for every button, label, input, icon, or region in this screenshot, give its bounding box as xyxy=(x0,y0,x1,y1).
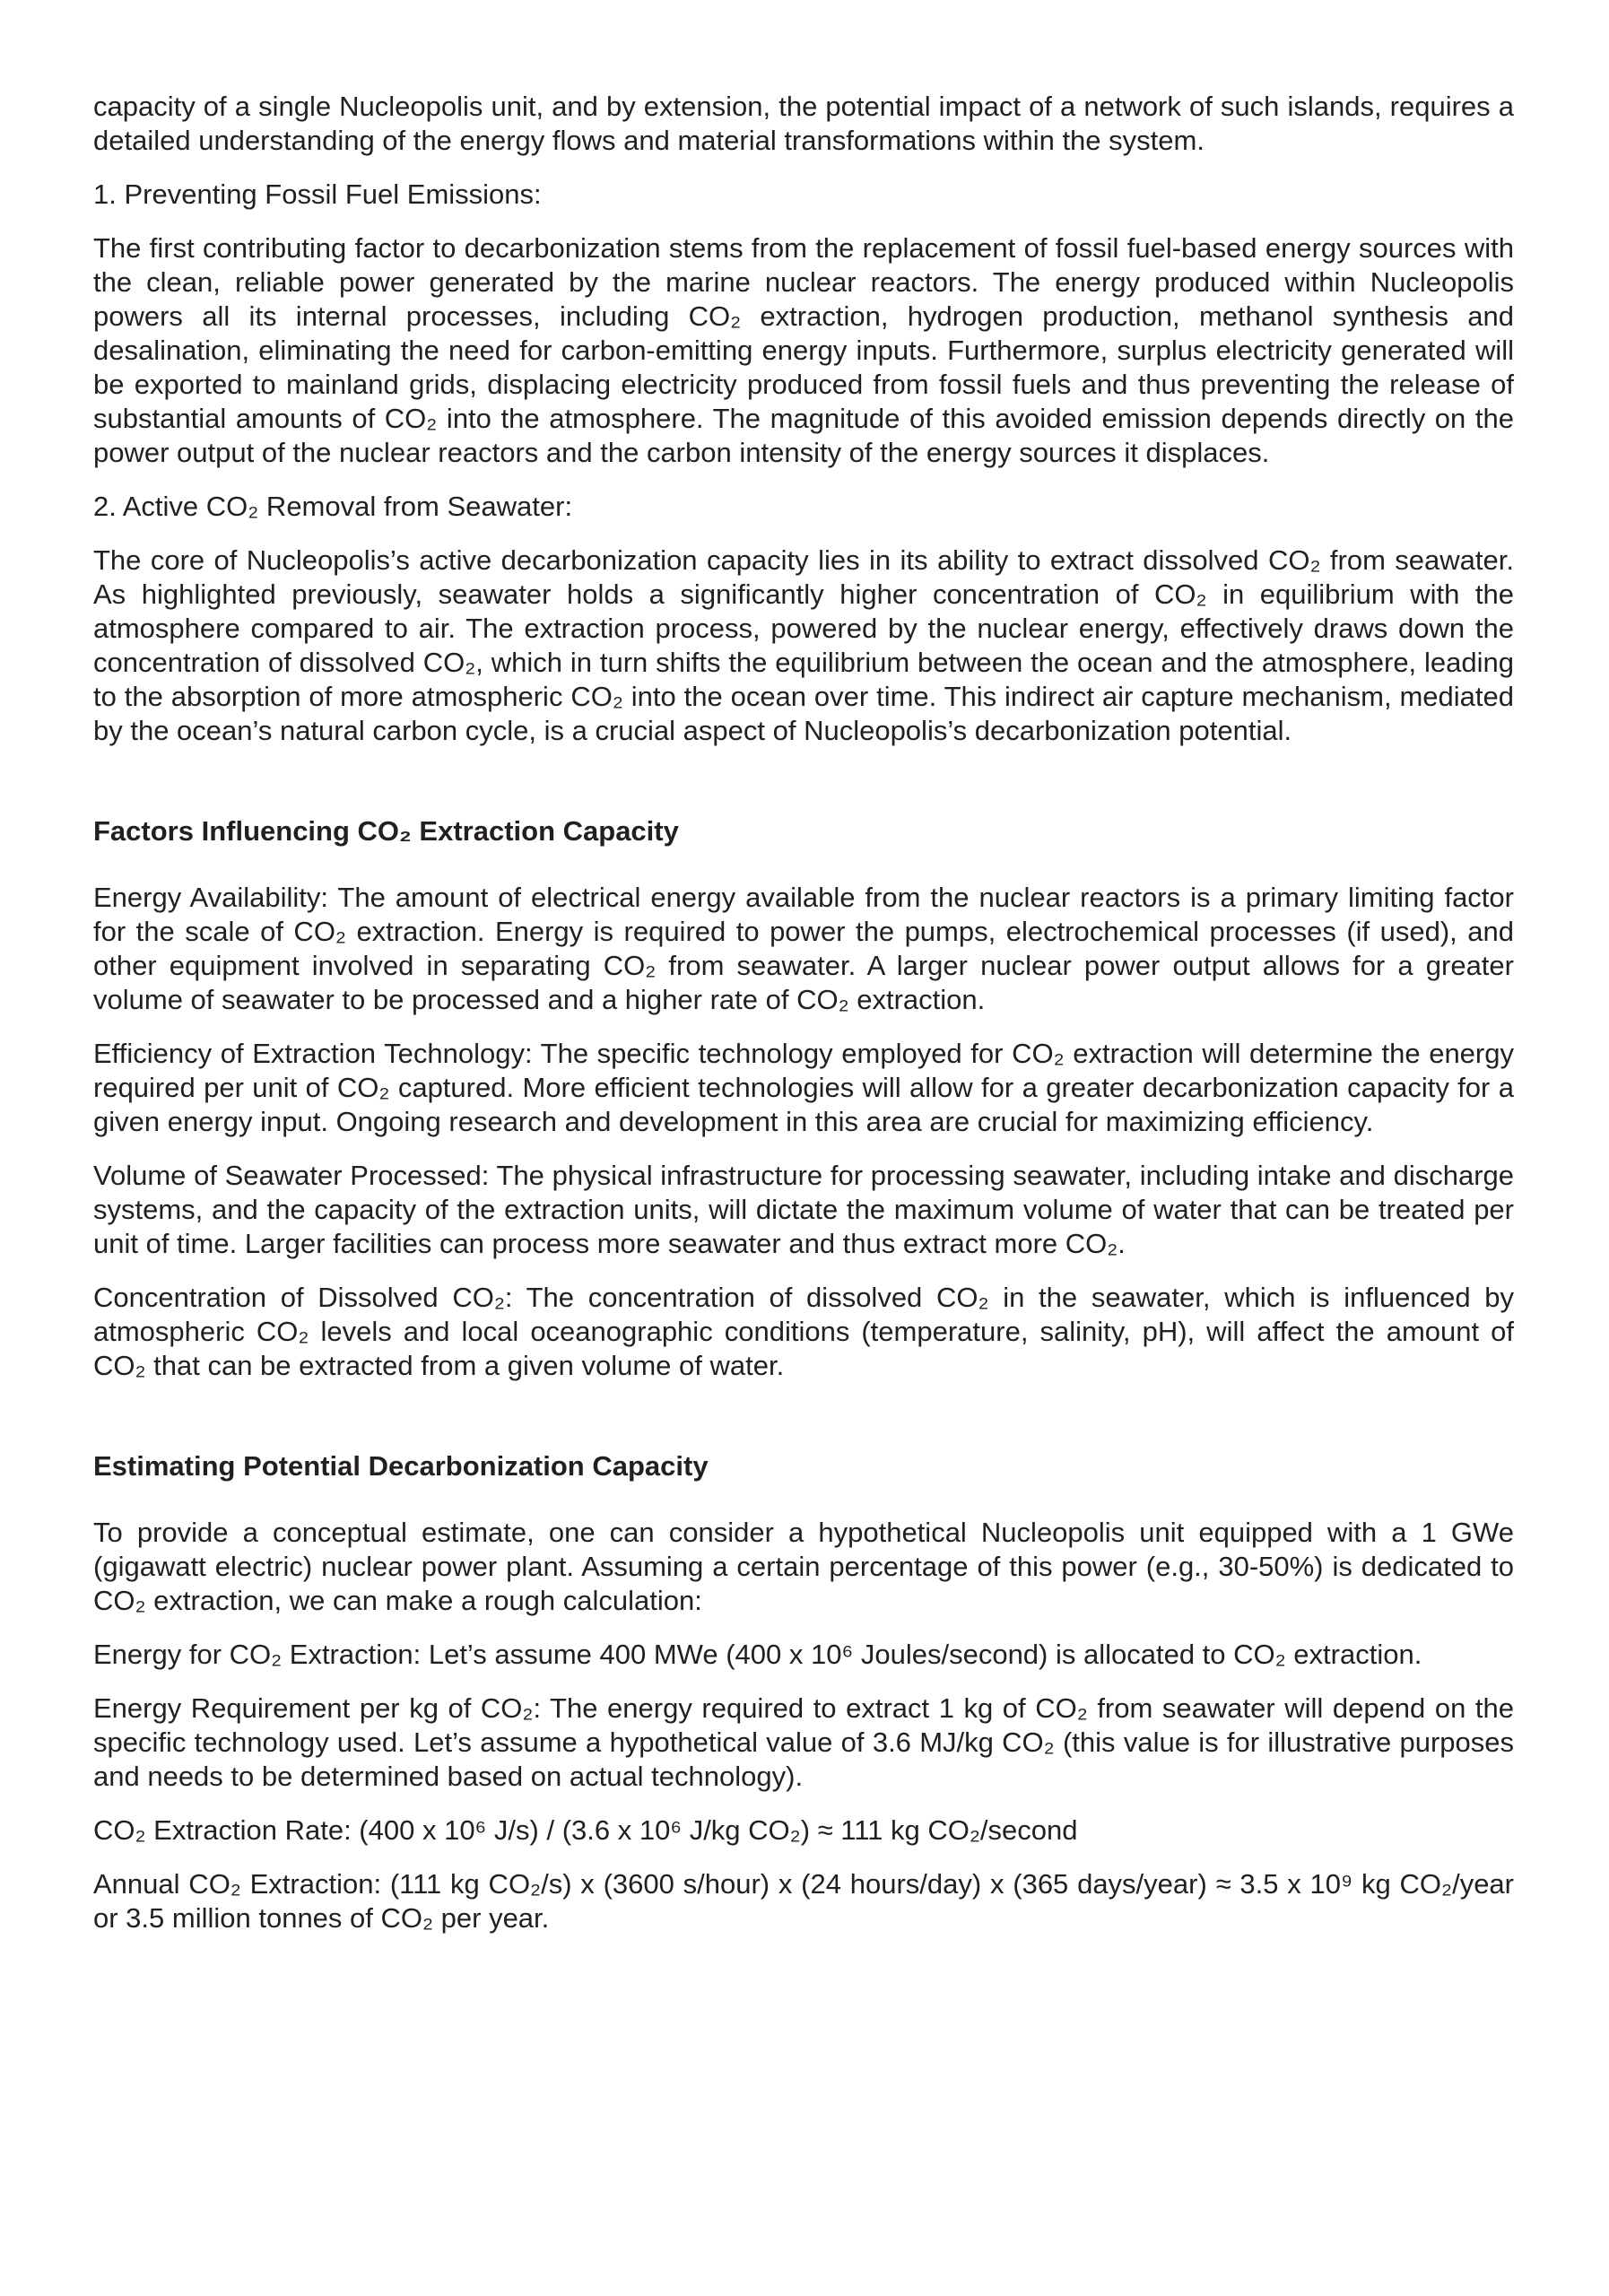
item1-paragraph: The first contributing factor to decarbonization stems from the replacement of fossil fuel-based energy sources with the clean, reliable power generated by the marine nuclear reactors. The energy produced within Nucleopolis powers all its internal processes, including CO₂ extraction, hydrogen production, methanol synthesis and desalination, eliminating the need for carbon-emitting energy inputs. Furthermore, surplus electricity generated will be exported to mainland grids, displacing electricity produced from fossil fuels and thus preventing the release of substantial amounts of CO₂ into the atmosphere. The magnitude of this avoided emission depends directly on the power output of the nuclear reactors and the carbon intensity of the energy sources it displaces. xyxy=(93,232,1514,468)
section-heading-estimating: Estimating Potential Decarbonization Capacity xyxy=(93,1450,709,1482)
estimate-annual-extraction: Annual CO₂ Extraction: (111 kg CO₂/s) x (3600 s/hour) x (24 hours/day) x (365 days/year) ≈ 3.5 x 10⁹ kg CO₂/year or 3.5 million tonnes of CO₂ per year. xyxy=(93,1868,1514,1934)
factor-dissolved-co2: Concentration of Dissolved CO₂: The concentration of dissolved CO₂ in the seawater, which is influenced by atmospheric CO₂ levels and local oceanographic conditions (temperature, salinity, pH), will affect the amount of CO₂ that can be extracted from a given volume of water. xyxy=(93,1282,1514,1381)
section-heading-factors: Factors Influencing CO₂ Extraction Capacity xyxy=(93,815,679,847)
factor-energy-availability: Energy Availability: The amount of electrical energy available from the nuclear reactors is a primary limiting factor for the scale of CO₂ extraction. Energy is required to power the pumps, electrochemical processes (if used), and other equipment involved in separating CO₂ from seawater. A larger nuclear power output allows for a greater volume of seawater to be processed and a higher rate of CO₂ extraction. xyxy=(93,882,1514,1015)
estimate-energy-requirement: Energy Requirement per kg of CO₂: The energy required to extract 1 kg of CO₂ from seawater will depend on the specific technology used. Let’s assume a hypothetical value of 3.6 MJ/kg CO₂ (this value is for illustrative purposes and needs to be determined based on actual technology). xyxy=(93,1692,1514,1792)
intro-paragraph: capacity of a single Nucleopolis unit, and by extension, the potential impact of a network of such islands, requires a detailed understanding of the energy flows and material transformations within the system. xyxy=(93,91,1514,156)
factor-extraction-efficiency: Efficiency of Extraction Technology: The specific technology employed for CO₂ extraction will determine the energy required per unit of CO₂ captured. More efficient technologies will allow for a greater decarbonization capacity for a given energy input. Ongoing research and development in this area are crucial for maximizing efficiency. xyxy=(93,1038,1514,1137)
estimate-extraction-rate: CO₂ Extraction Rate: (400 x 10⁶ J/s) / (3.6 x 10⁶ J/kg CO₂) ≈ 111 kg CO₂/second xyxy=(93,1814,1078,1846)
item2-heading: 2. Active CO₂ Removal from Seawater: xyxy=(93,491,573,522)
estimate-intro: To provide a conceptual estimate, one can consider a hypothetical Nucleopolis unit equipped with a 1 GWe (gigawatt electric) nuclear power plant. Assuming a certain percentage of this power (e.g., 30-50%) is dedicated to CO₂ extraction, we can make a rough calculation: xyxy=(93,1517,1514,1616)
estimate-energy-allocation: Energy for CO₂ Extraction: Let’s assume 400 MWe (400 x 10⁶ Joules/second) is allocated to CO₂ extraction. xyxy=(93,1639,1422,1670)
item2-paragraph: The core of Nucleopolis’s active decarbonization capacity lies in its ability to extract dissolved CO₂ from seawater. As highlighted previously, seawater holds a significantly higher concentration of CO₂ in equilibrium with the atmosphere compared to air. The extraction process, powered by the nuclear energy, effectively draws down the concentration of dissolved CO₂, which in turn shifts the equilibrium between the ocean and the atmosphere, leading to the absorption of more atmospheric CO₂ into the ocean over time. This indirect air capture mechanism, mediated by the ocean’s natural carbon cycle, is a crucial aspect of Nucleopolis’s decarbonization potential. xyxy=(93,544,1514,746)
factor-seawater-volume: Volume of Seawater Processed: The physical infrastructure for processing seawater, including intake and discharge systems, and the capacity of the extraction units, will dictate the maximum volume of water that can be treated per unit of time. Larger facilities can process more seawater and thus extract more CO₂. xyxy=(93,1160,1514,1259)
item1-heading: 1. Preventing Fossil Fuel Emissions: xyxy=(93,178,542,210)
